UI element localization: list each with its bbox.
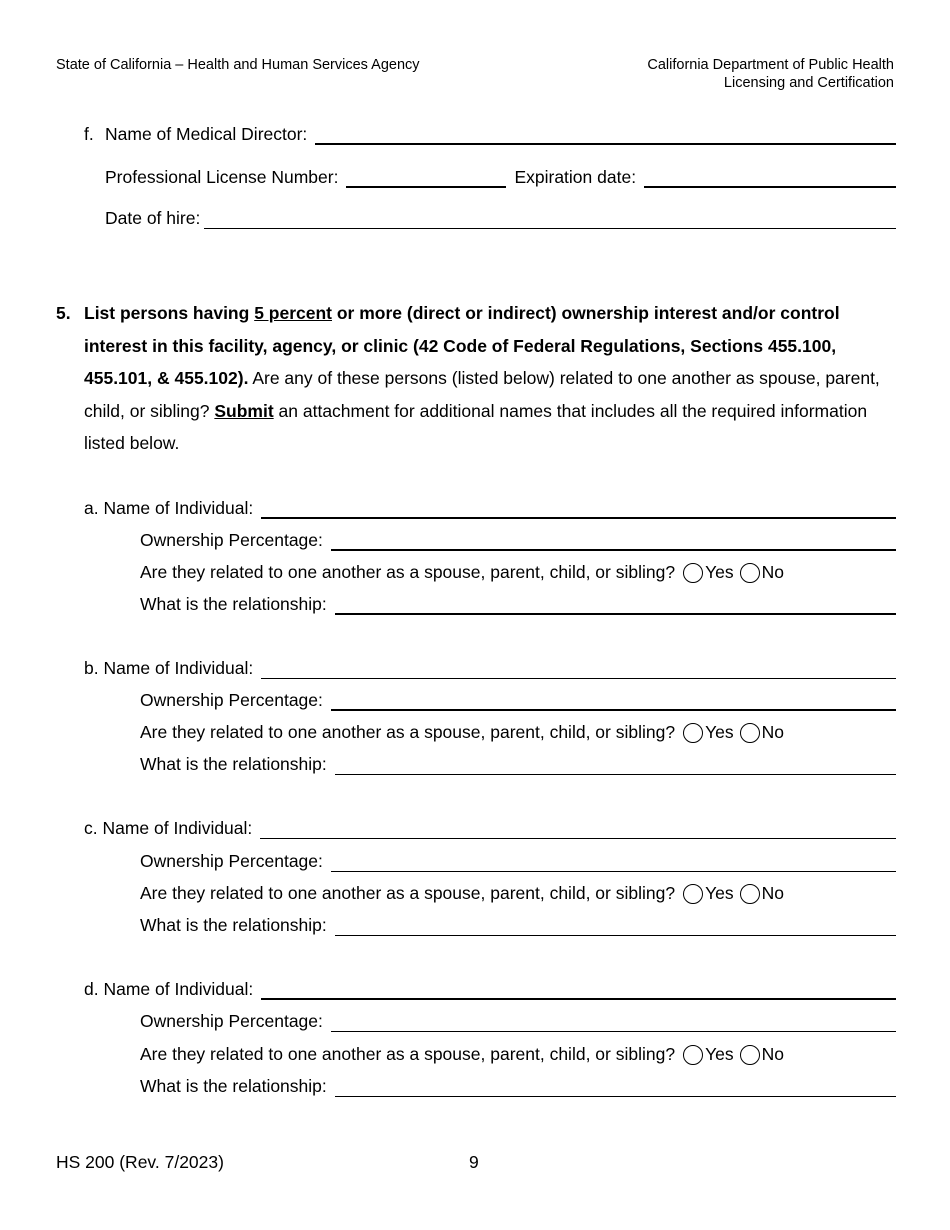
individual-d-yes-label: Yes [705,1044,734,1064]
instructions-text-2: an attachment for additional names that includes all the required information listed below. [84,400,868,453]
individual-c-related-question: Are they related to one another as a spouse, parent, child, or sibling? [140,883,676,903]
individual-a-name-row [84,497,896,519]
division-name: Licensing and Certification [723,75,894,91]
hire-date-row [105,207,896,229]
individual-d-name-field[interactable] [261,978,896,1000]
item-f-marker: f. [84,124,94,144]
individual-a-related-row [140,561,896,583]
expiration-date-label: Expiration date: [514,167,637,187]
submit-text: Submit [214,400,274,421]
individual-a-ownership-label: Ownership Percentage: [140,530,323,550]
individual-c-relationship-row [140,914,896,936]
individual-b-ownership-row [140,689,896,711]
individual-b-no-label: No [761,722,784,742]
individual-d-relationship-row [140,1075,896,1097]
individual-c-related-row [140,882,896,904]
individual-c-yes-radio[interactable] [683,884,703,904]
individual-b-yes-radio[interactable] [683,723,703,743]
individual-c-yes-label: Yes [705,883,734,903]
individual-b-ownership-field[interactable] [331,689,896,711]
individual-a-no-label: No [761,562,784,582]
license-row [105,166,896,188]
individual-d-relationship-field[interactable] [335,1076,896,1097]
individual-c-name-field[interactable] [260,818,896,839]
medical-director-field[interactable] [315,123,896,145]
individual-d-name-row [84,978,896,1000]
individual-c-name-label: c. Name of Individual: [84,818,253,838]
individual-c-name-row [84,817,896,839]
form-id: HS 200 (Rev. 7/2023) [56,1152,224,1172]
individual-d-ownership-label: Ownership Percentage: [140,1011,323,1031]
expiration-date-field[interactable] [644,166,896,188]
individual-a-no-radio[interactable] [740,563,760,583]
department-header [647,56,894,92]
individual-b-relationship-row [140,753,896,775]
individual-a-ownership-field[interactable] [331,529,896,551]
individual-a-yes-label: Yes [705,562,734,582]
instructions-text-1: Are any of these persons (listed below) related to one another as spouse, parent, child, or sibling? [84,368,880,421]
individual-c-ownership-row [140,850,896,872]
department-name: California Department of Public Health [647,57,894,73]
individual-a-relationship-field[interactable] [335,593,896,615]
individual-d-no-radio[interactable] [740,1045,760,1065]
section-5-instructions [84,297,896,460]
individual-d-ownership-row [140,1010,896,1032]
individual-b-name-label: b. Name of Individual: [84,658,254,678]
individual-b-related-row [140,721,896,743]
medical-director-row [84,123,896,145]
license-number-field[interactable] [346,166,506,188]
individual-c-ownership-field[interactable] [331,851,896,872]
individual-b-name-field[interactable] [261,658,896,679]
individual-c-no-label: No [761,883,784,903]
individual-d-related-question: Are they related to one another as a spouse, parent, child, or sibling? [140,1044,676,1064]
license-number-label: Professional License Number: [105,167,339,187]
individual-c-no-radio[interactable] [740,884,760,904]
individual-c-ownership-label: Ownership Percentage: [140,851,323,871]
individual-a-relationship-row [140,593,896,615]
page-number: 9 [469,1152,479,1172]
hire-date-field[interactable] [204,208,896,229]
individual-c-relationship-label: What is the relationship: [140,915,327,935]
individual-a-yes-radio[interactable] [683,563,703,583]
individual-d-related-row [140,1043,896,1065]
individual-d-relationship-label: What is the relationship: [140,1076,327,1096]
individual-b-name-row [84,657,896,679]
individual-b-relationship-field[interactable] [335,754,896,775]
instructions-bold-2: or more (direct or indirect) ownership interest and/or control interest in this facility, agency, or clinic (42 Code of Federal Regulations, Sections 455.100, 455.101, & 455.102). [84,303,840,388]
individual-a-ownership-row [140,529,896,551]
medical-director-label: Name of Medical Director: [105,124,308,144]
individual-a-related-question: Are they related to one another as a spouse, parent, child, or sibling? [140,562,676,582]
individual-d-no-label: No [761,1044,784,1064]
individual-a-name-field[interactable] [261,497,896,519]
individual-b-relationship-label: What is the relationship: [140,754,327,774]
individual-b-yes-label: Yes [705,722,734,742]
individual-a-relationship-label: What is the relationship: [140,594,327,614]
hire-date-label: Date of hire: [105,208,201,228]
individual-b-no-radio[interactable] [740,723,760,743]
individual-c-relationship-field[interactable] [335,915,896,936]
agency-header: State of California – Health and Human Services Agency [56,57,420,73]
individual-b-related-question: Are they related to one another as a spouse, parent, child, or sibling? [140,722,676,742]
section-5-number: 5. [56,303,71,323]
individual-d-ownership-field[interactable] [331,1011,896,1032]
five-percent-text: 5 percent [254,303,332,323]
individual-a-name-label: a. Name of Individual: [84,498,254,518]
individual-b-ownership-label: Ownership Percentage: [140,690,323,710]
individual-d-name-label: d. Name of Individual: [84,979,254,999]
individual-d-yes-radio[interactable] [683,1045,703,1065]
instructions-bold-1: List persons having [84,303,255,323]
